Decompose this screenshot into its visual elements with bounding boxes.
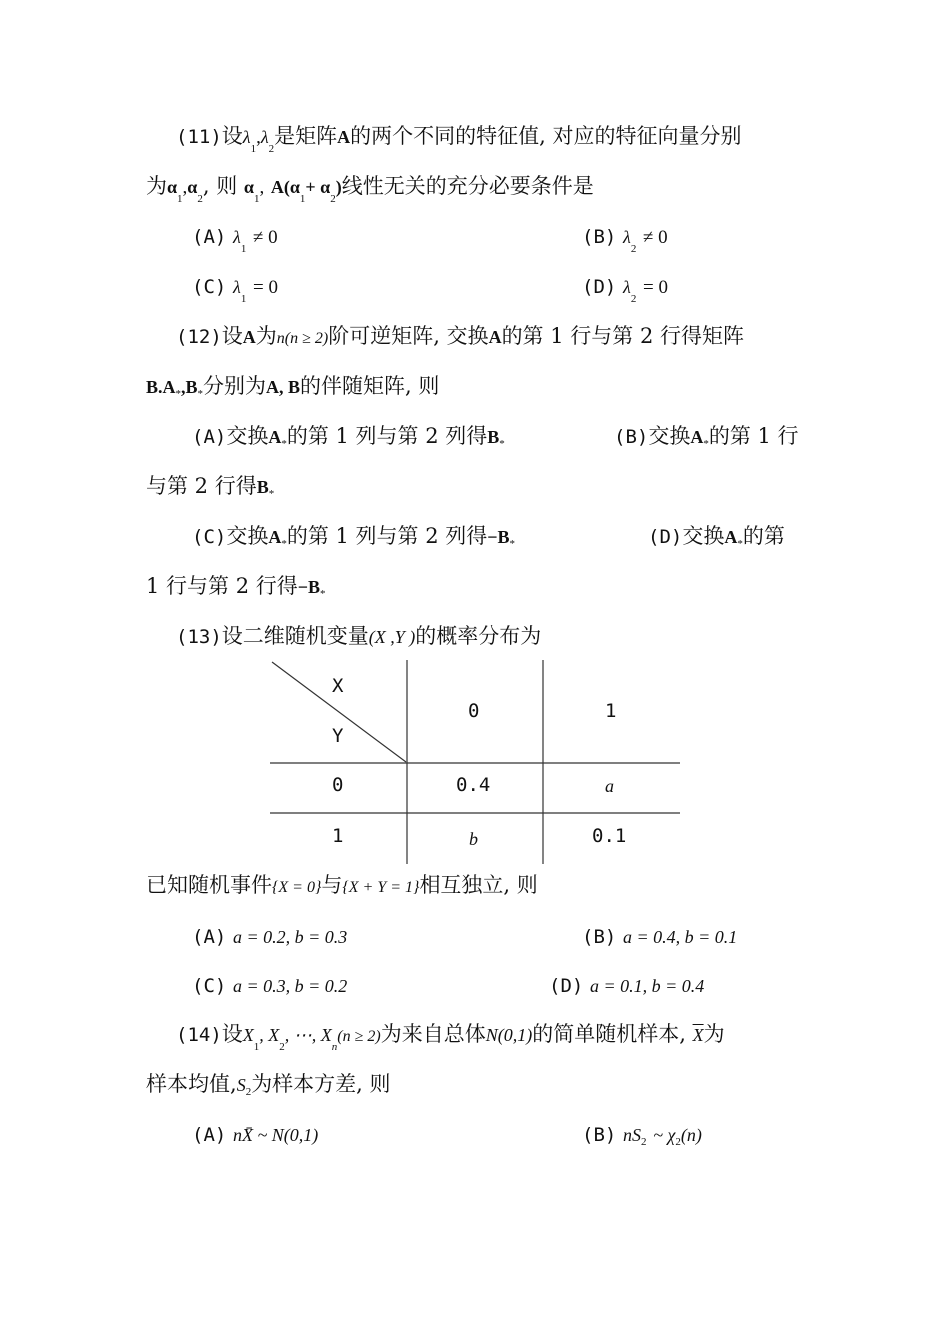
relation: = 0 — [253, 277, 278, 298]
star: * — [509, 538, 516, 550]
expression: nX̄ ~ N(0,1) — [233, 1125, 319, 1145]
q11-option-d — [582, 272, 668, 304]
text: 为来自总体 — [380, 1022, 486, 1046]
matrix-symbol: B.A — [146, 377, 176, 397]
q11-option-b — [582, 222, 668, 254]
text: 的伴随矩阵, 则 — [300, 374, 440, 398]
expression: a = 0.3, b = 0.2 — [233, 976, 348, 996]
comma: , — [182, 177, 188, 198]
q12-number: (12) — [176, 326, 222, 348]
q12-option-d-cont — [146, 572, 326, 604]
matrix-symbol: A — [242, 327, 256, 347]
text: 的第 — [742, 524, 785, 548]
superscript: 2 — [675, 1136, 681, 1148]
q11-number: (11) — [176, 126, 222, 148]
matrix-symbol: A — [488, 327, 502, 347]
expression: (n) — [680, 1125, 702, 1145]
subscript: 2 — [279, 1041, 285, 1053]
text: 设 — [221, 324, 243, 348]
star: * — [703, 438, 709, 450]
variable: X — [242, 1025, 254, 1045]
corner-x-label: X — [332, 675, 344, 697]
subscript: 2 — [268, 143, 275, 155]
expression: a = 0.4, b = 0.1 — [623, 927, 738, 947]
matrix-symbol: A, B — [266, 377, 301, 397]
expression: N(0,1) — [485, 1025, 533, 1045]
option-label: (A) — [192, 226, 227, 248]
star: * — [281, 538, 287, 550]
col-header-0: 0 — [468, 700, 480, 722]
option-label: (C) — [192, 526, 227, 548]
row-header-0: 0 — [332, 774, 344, 796]
cell-1-1: 0.1 — [592, 825, 627, 847]
q12-option-a — [192, 422, 505, 454]
variable: $\overline{X}$ — [692, 1025, 704, 1045]
lambda: λ — [260, 127, 269, 147]
q14-number: (14) — [176, 1024, 222, 1046]
alpha: α — [243, 177, 254, 197]
cell-1-0: b — [469, 829, 478, 849]
option-label: (C) — [192, 975, 227, 997]
text: 的两个不同的特征值, 对应的特征向量分别 — [350, 124, 742, 148]
cell-0-1: a — [605, 776, 614, 796]
lambda: λ — [233, 277, 241, 297]
superscript: 2 — [641, 1136, 647, 1148]
text: 交换 — [682, 524, 725, 548]
q11-line2 — [146, 172, 594, 204]
star: * — [175, 388, 182, 400]
alpha: α — [167, 177, 178, 197]
q12-line2 — [146, 372, 439, 404]
text: 为 — [255, 324, 277, 348]
text: , 则 — [202, 174, 238, 198]
text: 线性无关的充分必要条件是 — [341, 174, 594, 198]
expression: {X = 0} — [272, 879, 322, 896]
lambda: λ — [233, 227, 241, 247]
q14-line1 — [176, 1020, 725, 1052]
option-label: (D) — [549, 975, 584, 997]
subscript: 2 — [630, 293, 637, 305]
star: * — [197, 388, 204, 400]
matrix-symbol: A — [690, 427, 704, 447]
matrix-symbol: −B — [487, 527, 510, 547]
q12-option-b — [614, 422, 799, 454]
text: 为 — [146, 174, 167, 198]
text: 交换 — [226, 424, 269, 448]
matrix-symbol: A — [268, 527, 282, 547]
text: 相互独立, 则 — [419, 873, 538, 897]
star: * — [268, 488, 275, 500]
text: 的第 1 行与第 2 行得矩阵 — [501, 324, 744, 348]
variable: , ⋯, X — [284, 1025, 332, 1045]
text: 与第 2 行得 — [146, 474, 257, 498]
matrix-symbol: A — [268, 427, 282, 447]
subscript: 2 — [197, 193, 203, 205]
option-label: (D) — [582, 276, 617, 298]
matrix-symbol: ,B — [181, 377, 198, 397]
expression: + α — [305, 177, 331, 197]
text: 1 行与第 2 行得 — [146, 574, 298, 598]
star: * — [737, 538, 743, 550]
paren: ) — [335, 177, 342, 197]
q13-option-a — [192, 922, 347, 951]
q12-line1 — [176, 322, 744, 353]
lambda: λ — [623, 277, 631, 297]
q11-option-c — [192, 272, 278, 304]
subscript: 1 — [240, 243, 247, 255]
comma: , — [256, 127, 261, 148]
subscript: 2 — [630, 243, 637, 255]
superscript: 2 — [245, 1086, 252, 1098]
subscript: 1 — [250, 143, 257, 155]
text: 阶可逆矩阵, 交换 — [328, 324, 489, 348]
star: * — [281, 438, 287, 450]
matrix-symbol: B — [256, 477, 269, 497]
expression: {X + Y = 1} — [342, 879, 420, 896]
relation: = 0 — [643, 277, 668, 298]
subscript: n — [331, 1041, 338, 1053]
q13-option-d — [549, 971, 704, 1000]
text: 已知随机事件 — [146, 873, 272, 897]
expression: nS — [623, 1125, 642, 1145]
variable: S — [236, 1075, 246, 1095]
text: 的简单随机样本, — [532, 1022, 686, 1046]
q14-option-b — [582, 1120, 702, 1152]
subscript: 1 — [253, 193, 260, 205]
expression: ~ χ — [653, 1125, 676, 1145]
relation: ≠ 0 — [253, 227, 278, 248]
option-label: (C) — [192, 276, 227, 298]
alpha: α — [187, 177, 198, 197]
corner-y-label: Y — [332, 725, 344, 747]
matrix-symbol: B — [487, 427, 500, 447]
expression: a = 0.1, b = 0.4 — [590, 976, 705, 996]
matrix-symbol: A — [724, 527, 738, 547]
expression: a = 0.2, b = 0.3 — [233, 927, 348, 947]
variable: , X — [259, 1025, 280, 1045]
lambda: λ — [242, 127, 251, 147]
text: 是矩阵 — [274, 124, 338, 148]
option-label: (B) — [582, 1124, 617, 1146]
star: * — [499, 438, 505, 450]
option-label: (B) — [582, 926, 617, 948]
option-label: (A) — [192, 926, 227, 948]
text: 与 — [321, 873, 343, 897]
text: 交换 — [226, 524, 269, 548]
option-label: (A) — [192, 426, 227, 448]
text: 的第 1 列与第 2 列得 — [286, 424, 488, 448]
text: 交换 — [648, 424, 691, 448]
q12-option-b-cont — [146, 472, 274, 504]
expression: n(n ≥ 2) — [276, 330, 329, 347]
q11-option-a — [192, 222, 278, 254]
q12-option-c — [192, 522, 515, 554]
text: 样本均值, — [146, 1072, 237, 1096]
q14-option-a — [192, 1120, 318, 1149]
subscript: 1 — [177, 193, 183, 205]
q13-option-c — [192, 971, 347, 1000]
text: 的概率分布为 — [415, 624, 542, 648]
expression: (X ,Y ) — [368, 627, 416, 647]
q11-line1 — [176, 122, 741, 154]
matrix-symbol: A — [337, 127, 351, 147]
text: 的第 1 行 — [708, 424, 799, 448]
cell-0-0: 0.4 — [456, 774, 491, 796]
subscript: 1 — [299, 193, 306, 205]
lambda: λ — [623, 227, 631, 247]
option-label: (B) — [582, 226, 617, 248]
relation: ≠ 0 — [643, 227, 668, 248]
text: 为样本方差, 则 — [251, 1072, 391, 1096]
text: 设 — [221, 124, 243, 148]
q12-option-d — [648, 522, 785, 554]
q13-option-b — [582, 922, 737, 951]
text: 设 — [221, 1022, 243, 1046]
comma: , — [259, 177, 265, 198]
row-header-1: 1 — [332, 825, 344, 847]
star: * — [320, 588, 326, 600]
text: 分别为 — [203, 374, 267, 398]
q14-line2 — [146, 1070, 391, 1102]
expression: (n ≥ 2) — [337, 1028, 381, 1045]
expression: A(α — [270, 177, 300, 197]
subscript: 2 — [330, 193, 336, 205]
q13-condition — [146, 871, 538, 902]
option-label: (B) — [614, 426, 649, 448]
option-label: (D) — [648, 526, 683, 548]
text: 的第 1 列与第 2 列得 — [286, 524, 488, 548]
matrix-symbol: −B — [297, 577, 321, 597]
text: 为 — [703, 1022, 725, 1046]
q13-line1 — [176, 622, 541, 651]
q13-number: (13) — [176, 626, 222, 648]
col-header-1: 1 — [605, 700, 617, 722]
subscript: 1 — [253, 1041, 260, 1053]
option-label: (A) — [192, 1124, 227, 1146]
subscript: 1 — [240, 293, 247, 305]
text: 设二维随机变量 — [221, 624, 369, 648]
